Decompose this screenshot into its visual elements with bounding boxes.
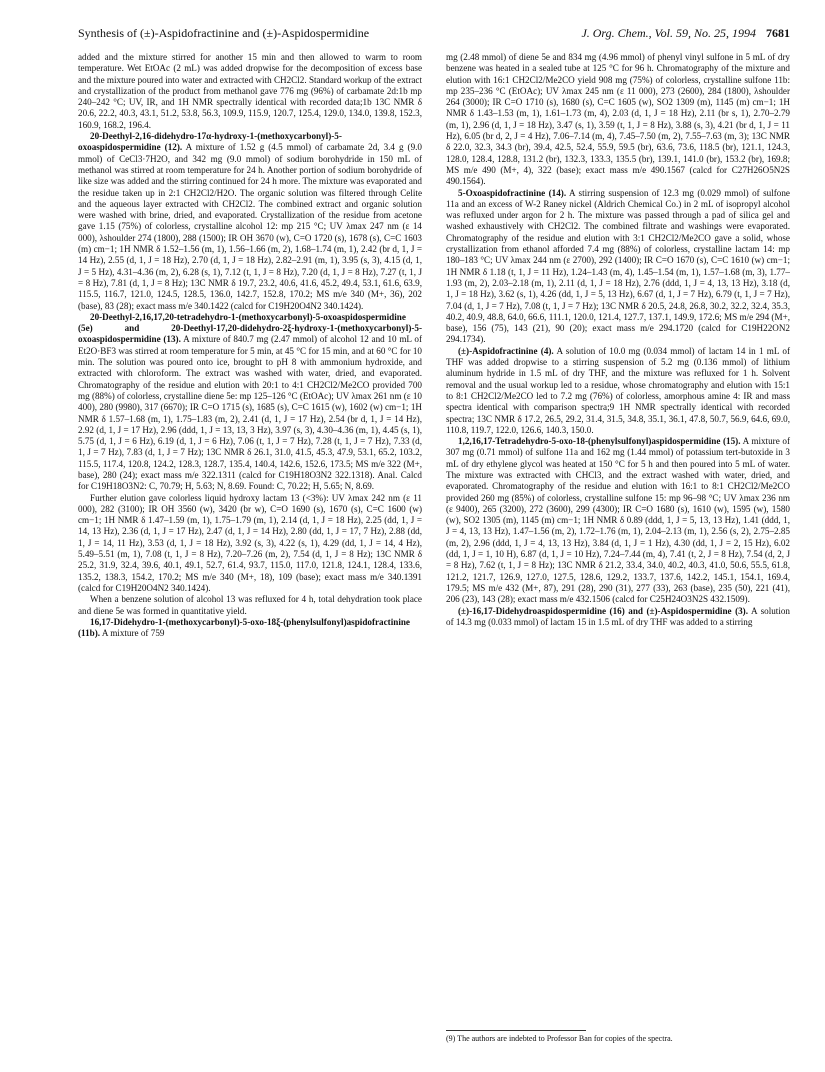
paragraph <box>446 188 790 346</box>
paragraph-text: A mixture of 759 <box>100 628 165 639</box>
paragraph-text: A mixture of 307 mg (0.71 mmol) of sulfone 11a and 162 mg (1.44 mmol) of potassium tert-butoxide in 3 mL of dry ethylene glycol was heated at 150 °C for 5 h and then poured into 5 mL of water. The mixture was extracted with CHCl3, and the extract washed with water, dried, and evaporated. Chromatography of the residue and elution with 16:1 to 8:1 CH2Cl2/Me2CO provided 260 mg (85%) of colorless, crystalline sulfone 15: mp 96–98 °C; UV λmax 236 nm (ε 9400), 265 (3200), 272 (3600), 299 (4300); IR C=O 1680 (s), 1610 (w), 1595 (w), 1580 (w), SO2 1305 (m), 1145 (m) cm−1; 1H NMR δ 0.89 (ddd, 1, J = 5, 13, 13 Hz), 1.41 (ddd, 1, J = 4, 13, 13 Hz), 1.47–1.56 (m, 2), 1.72–1.76 (m, 1), 2.04–2.13 (m, 1), 2.56 (s, 2), 2.75–2.85 (m, 2), 2.96 (ddd, 1, J = 4, 13, 13 Hz), 3.84 (d, 1, J = 1 Hz), 4.30 (dd, 1, J = 2, 15 Hz), 6.02 (dd, 1, J = 1, 10 H), 6.87 (d, 1, J = 10 Hz), 7.24–7.44 (m, 4), 7.41 (t, 2, J = 8 Hz), 7.54 (d, 2, J = 8 Hz), 7.62 (t, 1, J = 8 Hz); 13C NMR δ 21.2, 33.4, 34.0, 40.2, 40.3, 41.0, 50.6, 55.5, 61.8, 121.2, 121.7, 126.9, 127.0, 127.5, 128.6, 129.2, 133.7, 137.6, 142.2, 145.1, 154.1, 169.4, 179.5; MS m/e 432 (M+, 87), 291 (28), 290 (31), 277 (33), 263 (base), 235 (50), 221 (41), 206 (23), 143 (28); exact mass m/e 432.1506 (calcd for C25H24O3N2S 432.1509). <box>446 436 790 605</box>
compound-heading: 20-Deethyl-2,16-didehydro-17α-hydroxy-1-(methoxycarbonyl)-5-oxoaspidospermidine (12). <box>78 131 342 153</box>
compound-heading: 5-Oxoaspidofractinine (14). <box>458 187 567 198</box>
paragraph-text: A solution of 14.3 mg (0.033 mmol) of lactam 15 in 1.5 mL of dry THF was added to a stirring <box>446 605 790 627</box>
compound-heading: 1,2,16,17-Tetradehydro-5-oxo-18-(phenylsulfonyl)aspidospermidine (15). <box>458 436 741 447</box>
paragraph <box>78 594 422 617</box>
paragraph <box>78 52 422 131</box>
running-title: Synthesis of (±)-Aspidofractinine and (±)-Aspidospermidine <box>78 26 370 40</box>
compound-heading: (±)-16,17-Didehydroaspidospermidine (16) and (±)-Aspidospermidine (3). <box>458 605 748 616</box>
paragraph <box>446 436 790 605</box>
running-head <box>78 26 790 42</box>
compound-heading: 16,17-Didehydro-1-(methoxycarbonyl)-5-oxo-18ξ-(phenylsulfonyl)aspidofractinine (11b). <box>78 616 410 639</box>
paragraph <box>78 617 422 640</box>
paragraph <box>78 312 422 493</box>
footnote: (9) The authors are indebted to Professor Ban for copies of the spectra. <box>446 1034 673 1043</box>
compound-heading: (±)-Aspidofractinine (4). <box>458 345 554 356</box>
paragraph-text: mg (2.48 mmol) of diene 5e and 834 mg (4.96 mmol) of phenyl vinyl sulfone in 5 mL of dry benzene was heated in a sealed tube at 125 °C for 96 h. Chromatography of the mixture and elution with 16:1 CH2Cl2/Me2CO yield 908 mg (75%) of colorless, crystalline sulfone 11b: mp 235–236 °C (EtOAc); UV λmax 245 nm (ε 11 000), 273 (2600), 284 (1800), λshoulder 264 (3000); IR C=O 1710 (s), 1680 (s), C=C 1605 (w), SO2 1309 (m), 1145 (m) cm−1; 1H NMR δ 1.43–1.53 (m, 1), 1.61–1.73 (m, 4), 2.03 (d, 1, J = 18 Hz), 2.11 (br s, 1), 2.70–2.79 (m, 1), 2.96 (d, 1, J = 18 Hz), 3.47 (s, 1), 3.59 (t, 1, J = 8 Hz), 3.88 (s, 3), 4.21 (br d, 1, J = 11 Hz), 6.05 (br d, 2, J = 4 Hz), 7.06–7.14 (m, 4), 7.45–7.50 (m, 2), 7.55–7.63 (m, 3); 13C NMR δ 22.0, 32.3, 34.3 (br), 39.4, 42.5, 52.4, 55.9, 59.5 (br), 63.6, 73.6, 118.5 (br), 121.1, 124.3, 128.0, 128.4, 128.8, 131.2 (br), 132.3, 133.3, 135.5 (br), 139.1, 141.0 (br), 153.2 (br), 169.8; MS m/e 490 (M+, 4), 322 (base); exact mass m/e 490.1567 (calcd for C27H26O5N2S 490.1564). <box>446 52 790 187</box>
paragraph <box>446 52 790 188</box>
paragraph-text: A stirring suspension of 12.3 mg (0.029 mmol) of sulfone 11a and an excess of W-2 Raney nickel (Aldrich Chemical Co.) in 2 mL of isopropyl alcohol was refluxed under argon for 2 h. The mixture was passed through a pad of silica gel and washed exhaustively with CH2Cl2. The combined filtrate and washings were evaporated. Chromatography of the residue and elution with 3:1 CH2Cl2/Me2CO gave a solid, whose crystallization from ethanol afforded 7.4 mg (88%) of colorless, crystalline lactam 14: mp 180–183 °C; UV λmax 244 nm (ε 2700), 292 (1400); IR C=O 1670 (s), C=C 1610 (w) cm−1; 1H NMR δ 1.18 (t, 1, J = 11 Hz), 1.24–1.43 (m, 4), 1.45–1.54 (m, 1), 1.57–1.68 (m, 3), 1.77–1.93 (m, 2), 2.03–2.18 (m, 1), 2.11 (d, 1, J = 18 Hz), 2.76 (ddd, 1, J = 4, 13, 13 Hz), 3.18 (d, 1, J = 18 Hz), 3.62 (s, 1), 4.26 (dd, 1, J = 5, 13 Hz), 6.67 (d, 1, J = 7 Hz), 6.79 (t, 1, J = 7 Hz), 7.04 (d, 1, J = 7 Hz), 7.08 (t, 1, J = 7 Hz); 13C NMR δ 20.5, 24.8, 26.8, 30.2, 32.2, 32.4, 35.3, 40.2, 40.9, 48.8, 64.0, 66.6, 111.1, 120.0, 121.4, 127.7, 137.1, 149.9, 172.6; MS m/e 294 (M+, base), 156 (75), 143 (21), 90 (20); exact mass m/e 294.1720 (calcd for C19H22ON2 294.1734). <box>446 187 790 345</box>
page-number: 7681 <box>766 26 790 40</box>
paragraph-text: A mixture of 1.52 g (4.5 mmol) of carbamate 2d, 3.4 g (9.0 mmol) of CeCl3·7H2O, and 342 mg (9.0 mmol) of sodium borohydride in 150 mL of methanol was stirred at room temperature for 24 h. Another portion of sodium borohydride of like size was added and the stirring continued for 24 h more. The mixture was evaporated and the residue taken up in 2:1 CH2Cl2/H2O. The organic solution was filtered through Celite and the aqueous layer extracted with CH2Cl2. The combined extract and organic solution were washed with brine, dried, and evaporated. Crystallization of the residue from acetone gave 1.15 (75%) of colorless, crystalline alcohol 12: mp 215 °C; UV λmax 247 nm (ε 14 000), λshoulder 274 (1800), 288 (1500); IR OH 3670 (w), C=O 1720 (s), 1678 (s), C=C 1603 (m) cm−1; 1H NMR δ 1.52–1.56 (m, 1), 1.56–1.66 (m, 2), 1.68–1.74 (m, 1), 2.42 (br d, 1, J = 14 Hz), 2.55 (d, 1, J = 18 Hz), 2.70 (d, 1, J = 18 Hz), 2.82–2.91 (m, 1), 3.95 (s, 3), 4.15 (d, 1, J = 5 Hz), 4.31–4.36 (m, 2), 6.28 (s, 1), 7.12 (t, 1, J = 8 Hz), 7.20 (d, 1, J = 8 Hz), 7.27 (t, 1, J = 8 Hz), 7.81 (d, 1, J = 8 Hz); 13C NMR δ 19.7, 23.2, 40.6, 41.6, 45.2, 49.4, 53.1, 61.6, 63.9, 115.5, 116.7, 121.0, 124.5, 128.5, 136.0, 142.7, 152.8, 170.2; MS m/e 340 (M+, 36), 202 (base), 83 (28); exact mass m/e 340.1422 (calcd for C19H20O4N2 340.1424). <box>78 142 422 311</box>
left-column <box>78 52 422 639</box>
paragraph-text: A solution of 10.0 mg (0.034 mmol) of lactam 14 in 1 mL of THF was added dropwise to a stirring suspension of 5.2 mg (0.136 mmol) of lithium aluminum hydride in 1.5 mL of dry THF, and the mixture was refluxed for 1 h. Solvent removal and the usual workup led to a residue, whose chromatography and elution with 15:1 to 8:1 CH2Cl2/Me2CO led to 7.2 mg (76%) of colorless, amorphous amine 4: IR and mass spectra identical with comparison spectra;9 1H NMR spectrally identical with recorded spectra; 13C NMR δ 17.2, 26.5, 29.2, 31.4, 31.5, 34.8, 35.1, 36.1, 47.8, 50.7, 56.9, 64.6, 69.0, 110.8, 119.7, 122.0, 126.6, 140.3, 150.0. <box>446 345 790 435</box>
paragraph-text: Further elution gave colorless liquid hydroxy lactam 13 (<3%): UV λmax 242 nm (ε 11 000), 282 (3100); IR OH 3560 (w), 3420 (br w), C=O 1690 (s), 1670 (s), C=C 1600 (w) cm−1; 1H NMR δ 1.47–1.59 (m, 1), 1.75–1.79 (m, 1), 2.14 (d, 1, J = 18 Hz), 2.25 (dd, 1, J = 14, 13 Hz), 2.36 (d, 1, J = 17 Hz), 2.47 (d, 1, J = 14 Hz), 2.80 (dd, 1, J = 17, 7 Hz), 2.88 (dd, 1, J = 14, 11 Hz), 3.53 (d, 1, J = 18 Hz), 3.92 (s, 3), 4.22 (s, 1), 4.29 (dd, 1, J = 14, 4 Hz), 5.49–5.51 (m, 1), 7.08 (t, 1, J = 8 Hz), 7.20–7.26 (m, 2), 7.54 (d, 1, J = 8 Hz); 13C NMR δ 25.2, 31.9, 32.4, 39.6, 40.1, 49.1, 52.7, 61.4, 93.7, 115.0, 117.0, 121.8, 124.1, 128.4, 133.6, 135.2, 138.3, 154.2, 170.2; MS m/e 340 (M+, 18), 109 (base); exact mass m/e 340.1391 (calcd for C19H20O4N2 340.1424). <box>78 492 422 593</box>
paragraph <box>446 606 790 629</box>
paragraph-text: A mixture of 840.7 mg (2.47 mmol) of alcohol 12 and 10 mL of Et2O·BF3 was stirred at room temperature for 5 min, at 45 °C for 15 min, and at 60 °C for 10 min. The solution was poured onto ice, brought to pH 8 with ammonium hydroxide, and extracted with chloroform. The extract was washed with water, dried, and evaporated. Chromatography of the residue and elution with 20:1 to 4:1 CH2Cl2/Me2CO provided 700 mg (88%) of colorless, crystalline diene 5e: mp 125–126 °C (EtOAc); UV λmax 261 nm (ε 10 400), 280 (9980), 317 (6670); IR C=O 1715 (s), 1685 (s), C=C 1615 (w), 1602 (w) cm−1; 1H NMR δ 1.57–1.68 (m, 1), 1.75–1.83 (m, 2), 2.41 (d, 1, J = 17 Hz), 2.54 (br d, 1, J = 14 Hz), 2.92 (d, 1, J = 17 Hz), 2.96 (ddd, 1, J = 13, 13, 3 Hz), 3.97 (s, 3), 4.30–4.36 (m, 1), 4.45 (s, 1), 5.75 (d, 1, J = 6 Hz), 6.19 (d, 1, J = 6 Hz), 7.06 (t, 1, J = 7 Hz), 7.28 (t, 1, J = 7 Hz), 7.33 (d, 1, J = 7 Hz), 7.83 (d, 1, J = 7 Hz); 13C NMR δ 26.1, 31.0, 41.5, 45.3, 47.9, 53.1, 65.2, 103.2, 115.5, 117.4, 120.8, 124.2, 128.3, 128.7, 135.4, 140.4, 142.6, 152.6, 173.5; MS m/e 322 (M+, base), 280 (24); exact mass m/e 322.1311 (calcd for C19H18O3N2 322.1318). Anal. Calcd for C19H18O3N2: C, 70.79; H, 5.63; N, 8.69. Found: C, 70.22; H, 5.65; N, 8.69. <box>78 334 422 492</box>
footnote-rule <box>446 1030 586 1031</box>
paragraph <box>446 346 790 436</box>
paragraph-text: added and the mixture stirred for another 15 min and then allowed to warm to room temperature. Wet EtOAc (2 mL) was added dropwise for the decomposition of excess base and the mixture poured into water and extracted with CH2Cl2. Standard workup of the extract and crystallization of the product from methanol gave 776 mg (96%) of carbamate 2d:1b mp 240–242 °C; UV, IR, and 1H NMR spectrally identical with recorded data;1b 13C NMR δ 20.6, 22.2, 40.3, 43.1, 51.2, 53.8, 56.3, 109.9, 115.9, 120.7, 125.4, 129.0, 134.0, 139.8, 152.3, 160.9, 168.2, 196.4. <box>78 52 422 130</box>
paragraph-text: When a benzene solution of alcohol 13 was refluxed for 4 h, total dehydration took place and diene 5e was formed in quantitative yield. <box>78 594 422 616</box>
paragraph <box>78 493 422 595</box>
right-column <box>446 52 790 628</box>
journal-citation <box>581 26 790 41</box>
journal-name: J. Org. Chem., Vol. 59, No. 25, 1994 <box>581 26 756 40</box>
compound-heading: 20-Deethyl-2,16,17,20-tetradehydro-1-(methoxycarbonyl)-5-oxoaspidospermidine (5e) and 20-Deethyl-17,20-didehydro-2ξ-hydroxy-1-(methoxycarbonyl)-5-oxoaspidospermidine (13). <box>78 311 422 345</box>
paragraph <box>78 131 422 312</box>
